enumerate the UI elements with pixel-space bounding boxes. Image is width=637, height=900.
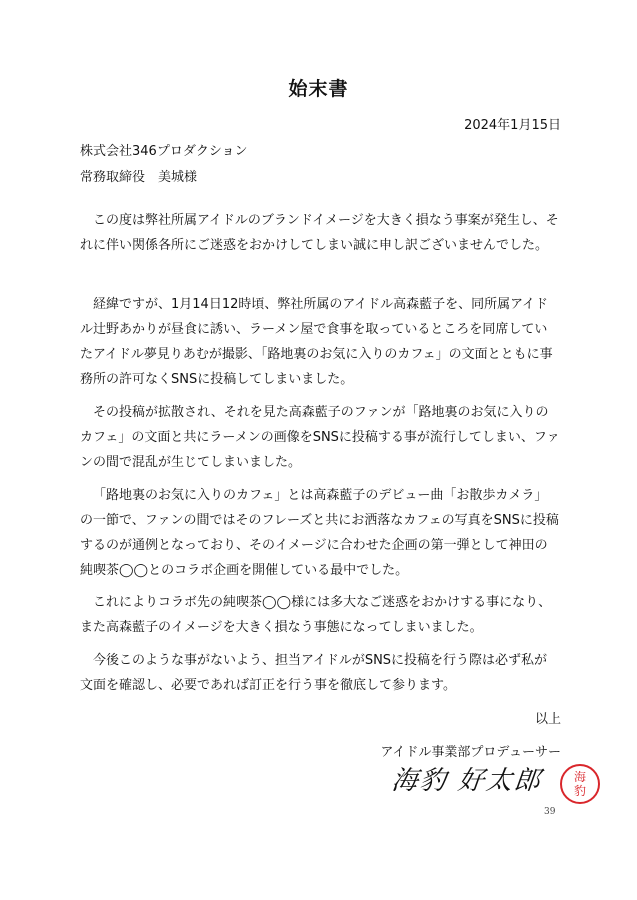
body-paragraph-2: 経緯ですが、1月14日12時頃、弊社所属のアイドル高森藍子を、同所属アイドル辻野あかりが昼食に誘い、ラーメン屋で食事を取っているところを同席していたアイドル夢見りあむが撮影、「路地裏のお気に入りのカフェ」の文面とともに事務所の許可なくSNSに投稿してしまいました。 bbox=[80, 297, 553, 387]
recipient-person: 常務取締役 美城様 bbox=[80, 170, 198, 185]
recipient-company: 株式会社346プロダクション bbox=[80, 144, 248, 159]
body-paragraph-3: その投稿が拡散され、それを見た高森藍子のファンが「路地裏のお気に入りのカフェ」の文面と共にラーメンの画像をSNSに投稿する事が流行してしまい、ファンの間で混乱が生じてしまいました。 bbox=[80, 405, 560, 470]
body-paragraph-1: この度は弊社所属アイドルのブランドイメージを大きく損なう事案が発生し、それに伴い関係各所にご迷惑をおかけしてしまい誠に申し訳ございませんでした。 bbox=[80, 213, 559, 253]
closing-text: 以上 bbox=[534, 712, 561, 727]
handwritten-signature: 海豹 好太郎 bbox=[390, 766, 544, 796]
body-paragraph-4: 「路地裏のお気に入りのカフェ」とは高森藍子のデビュー曲「お散歩カメラ」の一節で、ファンの間ではそのフレーズと共にお洒落なカフェの写真をSNSに投稿するのが通例となっており、そのイメージに合わせた企画の第一弾として神田の純喫茶◯◯とのコラボ企画を開催している最中でした。 bbox=[80, 488, 559, 578]
document-date: 2024年1月15日 bbox=[464, 118, 561, 133]
body-paragraph-5: これによりコラボ先の純喫茶◯◯様には多大なご迷惑をおかけする事になり、また高森藍子のイメージを大きく損なう事態になってしまいました。 bbox=[80, 595, 552, 635]
seal-stamp-text: 海 豹 bbox=[573, 770, 586, 798]
body-paragraph-6: 今後このような事がないよう、担当アイドルがSNSに投稿を行う際は必ず私が文面を確認し、必要であれば訂正を行う事を徹底して参ります。 bbox=[80, 653, 548, 693]
seal-stamp bbox=[560, 764, 600, 804]
sender-title: アイドル事業部プロデューサー bbox=[380, 745, 561, 760]
document-title: 始末書 bbox=[288, 78, 349, 100]
page-number: 39 bbox=[544, 807, 556, 817]
